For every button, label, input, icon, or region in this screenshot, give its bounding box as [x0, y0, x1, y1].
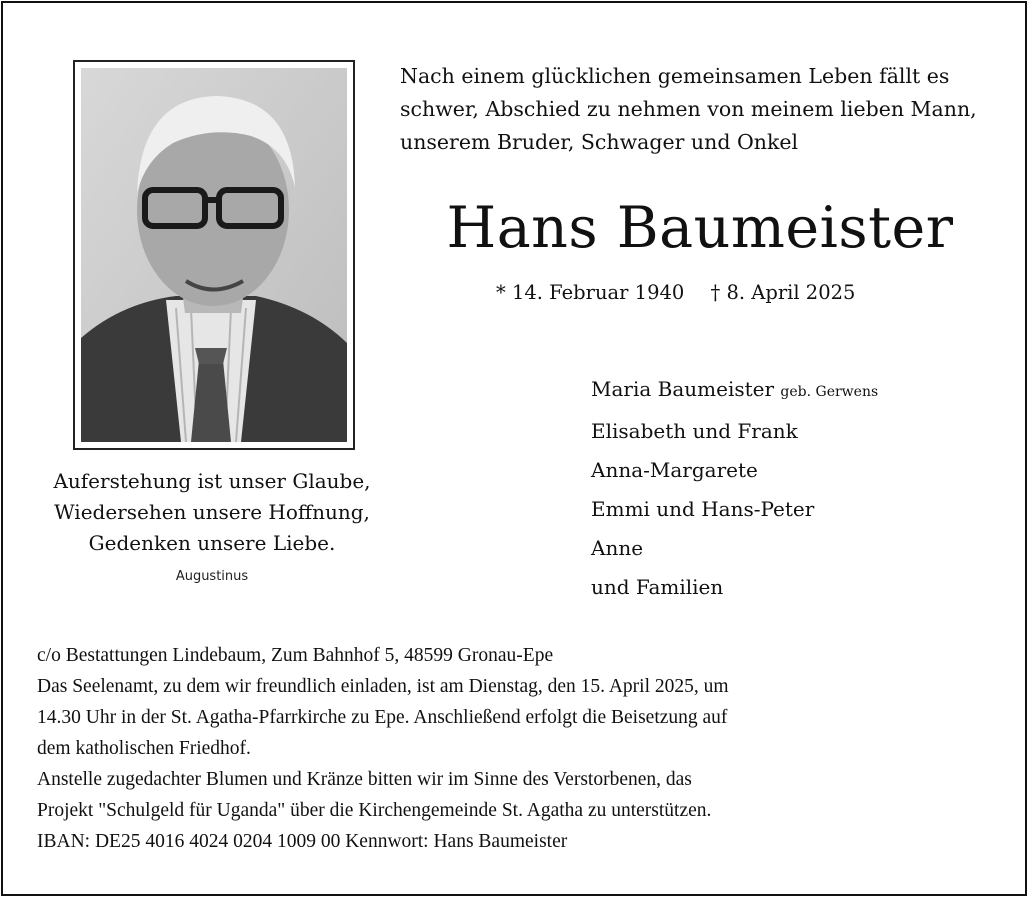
deceased-name: Hans Baumeister [446, 195, 954, 261]
quote-line: Wiedersehen unsere Hoffnung, [54, 500, 370, 524]
quote-line: Gedenken unsere Liebe. [88, 531, 336, 555]
info-line: Projekt "Schulgeld für Uganda" über die Kirchengemeinde St. Agatha zu unterstützen. [37, 800, 712, 821]
mourner-entry: und Familien [591, 575, 724, 599]
mourners-list [591, 370, 878, 607]
intro-line: Nach einem glücklichen gemeinsamen Leben fällt es [400, 64, 950, 88]
life-dates [496, 281, 855, 304]
mourner-entry: Anne [591, 536, 644, 560]
intro-text [400, 60, 1010, 159]
quote-line: Auferstehung ist unser Glaube, [53, 469, 371, 493]
mourner-entry: Elisabeth und Frank [591, 419, 798, 443]
address-line: c/o Bestattungen Lindebaum, Zum Bahnhof 5, 48599 Gronau-Epe [37, 645, 554, 666]
mourner-name: Maria Baumeister [591, 377, 775, 401]
intro-line: schwer, Abschied zu nehmen von meinem lieben Mann, [400, 97, 977, 121]
iban-line: IBAN: DE25 4016 4024 0204 1009 00 Kennwort: Hans Baumeister [37, 831, 568, 852]
mourner-entry: Emmi und Hans-Peter [591, 497, 815, 521]
info-line: Anstelle zugedachter Blumen und Kränze bitten wir im Sinne des Verstorbenen, das [37, 769, 692, 790]
intro-line: unserem Bruder, Schwager und Onkel [400, 130, 799, 154]
info-line: 14.30 Uhr in der St. Agatha-Pfarrkirche zu Epe. Anschließend erfolgt die Beisetzung auf [37, 707, 728, 728]
quote-block [22, 466, 402, 584]
info-line: dem katholischen Friedhof. [37, 738, 251, 759]
birth-date: * 14. Februar 1940 [496, 281, 685, 304]
quote-author: Augustinus [175, 569, 249, 584]
info-line: Das Seelenamt, zu dem wir freundlich einladen, ist am Dienstag, den 15. April 2025, um [37, 676, 729, 697]
death-date: † 8. April 2025 [710, 281, 856, 304]
portrait-photo [81, 68, 347, 442]
mourner-entry: Anna-Margarete [591, 458, 758, 482]
mourner-entry [591, 370, 878, 412]
portrait-illustration [81, 68, 347, 442]
funeral-info [37, 640, 997, 857]
portrait-frame [73, 60, 355, 450]
maiden-name: geb. Gerwens [780, 384, 879, 400]
